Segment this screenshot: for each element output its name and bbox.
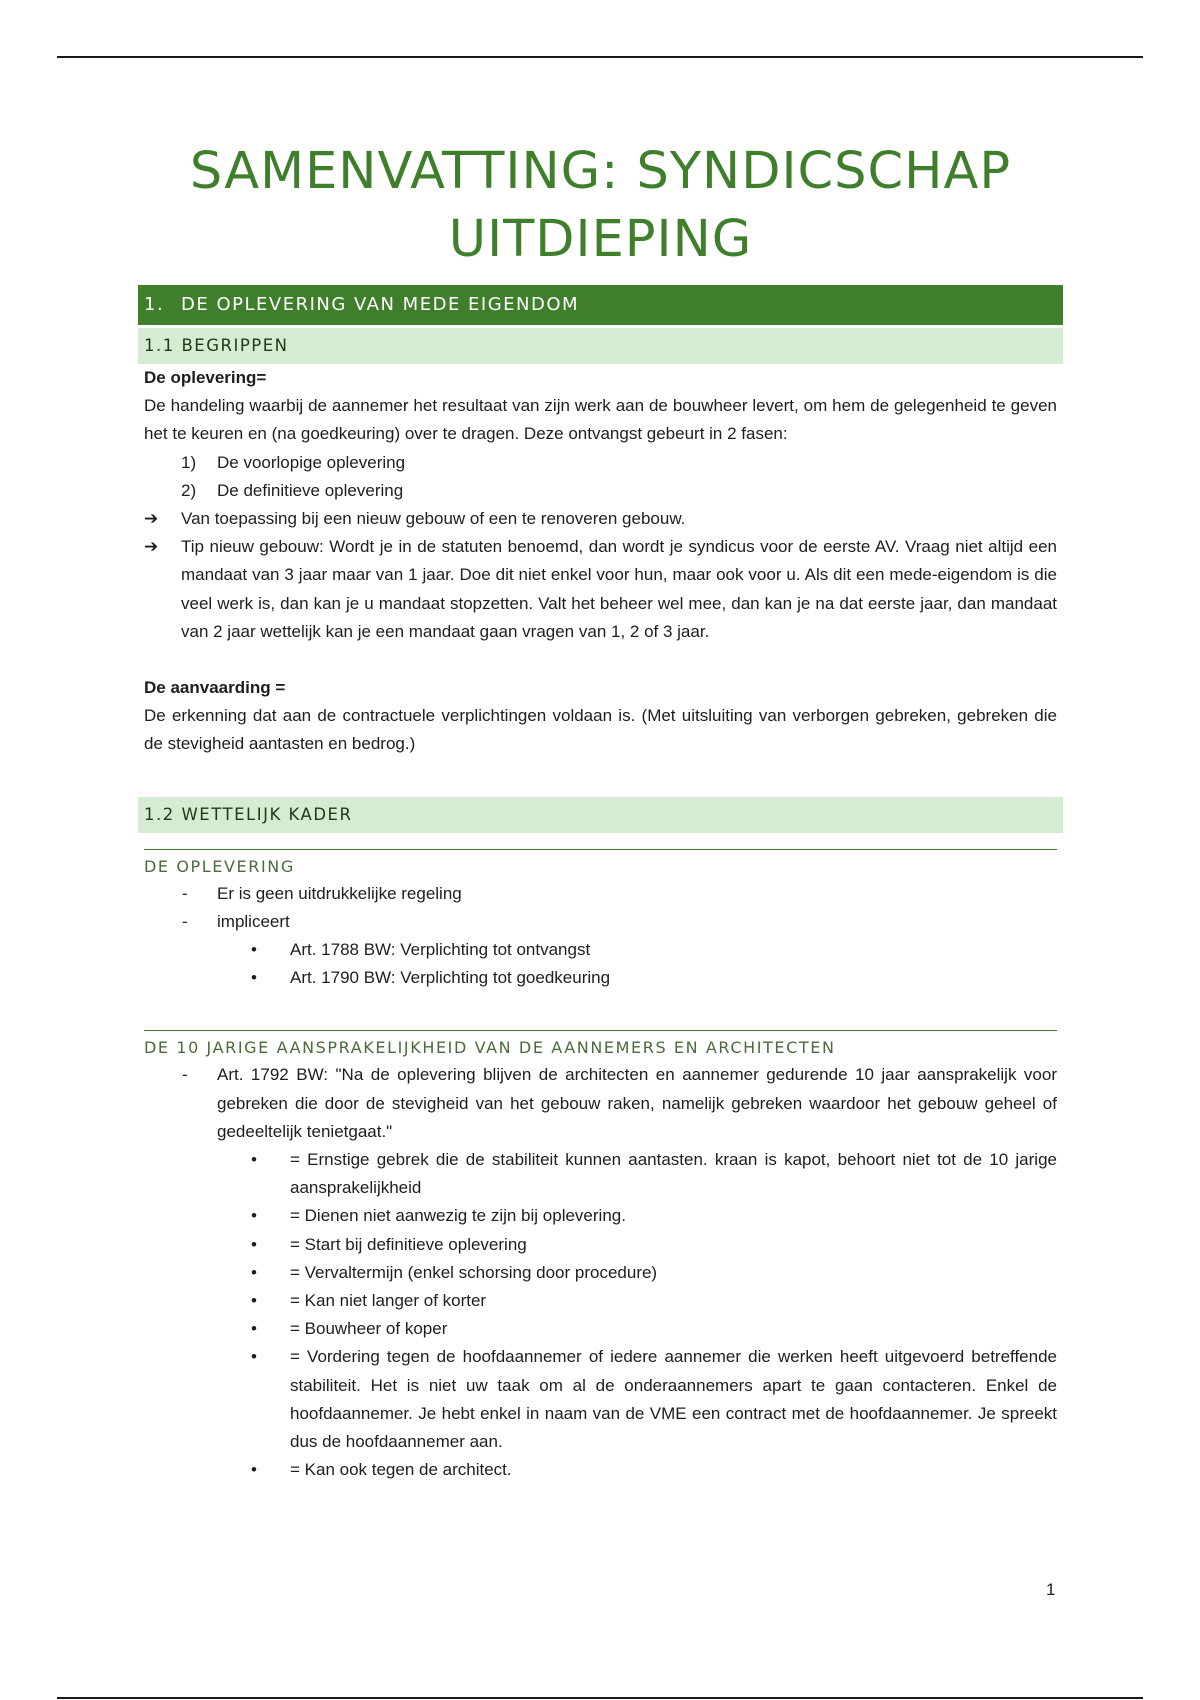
heading-1-text: DE OPLEVERING VAN MEDE EIGENDOM [181, 294, 580, 315]
dash-list [144, 880, 1057, 993]
list-item-text: = Ernstige gebrek die de stabiliteit kunnen aantasten. kraan is kapot, behoort niet tot de 10 jarige aansprakelijkheid [290, 1150, 1057, 1198]
bullet-marker: • [251, 940, 257, 960]
list-item-text: Art. 1792 BW: "Na de oplevering blijven de architecten en aannemer gedurende 10 jaar aansprakelijk voor gebreken die door de stevigheid van het gebouw raken, namelijk gebreken waardoor het gebouw geheel of gedeeltelijk tenietgaat." [217, 1065, 1057, 1141]
list-item [217, 1259, 1057, 1287]
list-item-text: Er is geen uitdrukkelijke regeling [217, 883, 462, 903]
bullet-marker: • [251, 1234, 257, 1254]
document-title [138, 138, 1063, 274]
list-item [217, 1287, 1057, 1315]
arrow-icon: ➔ [144, 537, 159, 558]
list-item [144, 449, 1057, 477]
page-number: 1 [1046, 1580, 1056, 1599]
bullet-marker: • [251, 1206, 257, 1226]
heading-1-number: 1. [144, 294, 165, 315]
heading-1-2: 1.2 WETTELIJK KADER [138, 797, 1063, 833]
arrow-list [144, 505, 1057, 646]
title-line-1: SAMENVATTING: SYNDICSCHAP [189, 142, 1012, 201]
list-item-text: De definitieve oplevering [217, 480, 404, 500]
bullet-marker: • [251, 1262, 257, 1282]
document-body [138, 138, 1063, 1485]
dash-marker: - [182, 911, 188, 931]
list-item [144, 1061, 1057, 1484]
list-item-text: = Start bij definitieve oplevering [290, 1234, 527, 1254]
list-item [217, 1146, 1057, 1202]
section-oplevering [138, 880, 1063, 993]
bullet-list [217, 936, 1057, 992]
bullet-marker: • [251, 968, 257, 988]
dash-marker: - [182, 1065, 188, 1085]
heading-1-1: 1.1 BEGRIPPEN [138, 328, 1063, 364]
bullet-marker: • [251, 1460, 257, 1480]
bullet-marker: • [251, 1291, 257, 1311]
list-item [144, 477, 1057, 505]
list-item-text: = Dienen niet aanwezig te zijn bij oplevering. [290, 1206, 626, 1226]
definition-aanvaarding: De erkenning dat aan de contractuele verplichtingen voldaan is. (Met uitsluiting van verborgen gebreken, gebreken die de stevigheid aantasten en bedrog.) [144, 706, 1057, 754]
list-item [217, 1315, 1057, 1343]
bullet-marker: • [251, 1150, 257, 1170]
list-item [144, 908, 1057, 993]
list-item [217, 964, 1057, 992]
list-item-text: = Vordering tegen de hoofdaannemer of iedere aannemer die werken heeft uitgevoerd betreffende stabiliteit. Het is niet uw taak om al de onderaannemers apart te gaan contacteren. Enkel de hoofdaannemer. Je hebt enkel in naam van de VME een contract met de hoofdaannemer. Je spreekt dus de hoofdaannemer aan. [290, 1347, 1057, 1452]
list-item-text: Art. 1788 BW: Verplichting tot ontvangst [290, 940, 591, 960]
list-item [144, 880, 1057, 908]
list-item [217, 936, 1057, 964]
list-item [217, 1202, 1057, 1230]
list-item-text: = Kan niet langer of korter [290, 1291, 487, 1311]
footer-rule [57, 1697, 1143, 1699]
bullet-list [217, 1146, 1057, 1484]
dash-list [144, 1061, 1057, 1484]
list-item-text: Tip nieuw gebouw: Wordt je in de statuten benoemd, dan wordt je syndicus voor de eerste AV. Vraag niet altijd een mandaat van 3 jaar maar van 1 jaar. Doe dit niet enkel voor hun, maar ook voor u. Als dit een mede-eigendom is die veel werk is, dan kan je u mandaat stopzetten. Valt het beheer wel mee, dan kan je na dat eerste jaar, dan mandaat van 2 jaar wettelijk kan je een mandaat gaan vragen van 1, 2 of 3 jaar. [181, 537, 1057, 641]
list-item-text: = Bouwheer of koper [290, 1319, 448, 1339]
phase-list [144, 449, 1057, 505]
list-number: 2) [181, 480, 197, 500]
list-item-text: Art. 1790 BW: Verplichting tot goedkeuring [290, 968, 611, 988]
list-item [217, 1343, 1057, 1456]
list-item-text: De voorlopige oplevering [217, 452, 406, 472]
dash-marker: - [182, 883, 188, 903]
arrow-icon: ➔ [144, 509, 159, 530]
title-line-2: UITDIEPING [448, 210, 753, 269]
header-rule [57, 56, 1143, 58]
subheading-oplevering: DE OPLEVERING [144, 849, 1057, 880]
list-item-text: = Vervaltermijn (enkel schorsing door procedure) [290, 1262, 658, 1282]
term-aanvaarding: De aanvaarding = [144, 678, 286, 698]
list-item-text: Van toepassing bij een nieuw gebouw of een te renoveren gebouw. [181, 509, 686, 529]
section-aansprakelijkheid [138, 1061, 1063, 1484]
list-item [144, 505, 1057, 533]
subheading-aansprakelijkheid: DE 10 JARIGE AANSPRAKELIJKHEID VAN DE AANNEMERS EN ARCHITECTEN [144, 1030, 1057, 1061]
bullet-marker: • [251, 1319, 257, 1339]
term-oplevering: De oplevering= [144, 368, 267, 387]
list-item [217, 1231, 1057, 1259]
bullet-marker: • [251, 1347, 257, 1367]
heading-1 [138, 285, 1063, 325]
section-begrippen [138, 364, 1063, 759]
list-number: 1) [181, 452, 197, 472]
list-item-text: = Kan ook tegen de architect. [290, 1460, 512, 1480]
list-item [144, 533, 1057, 646]
definition-oplevering: De handeling waarbij de aannemer het resultaat van zijn werk aan de bouwheer levert, om hem de gelegenheid te geven het te keuren en (na goedkeuring) over te dragen. Deze ontvangst gebeurt in 2 fasen: [144, 396, 1057, 444]
list-item-text: impliceert [217, 911, 290, 931]
list-item [217, 1456, 1057, 1484]
